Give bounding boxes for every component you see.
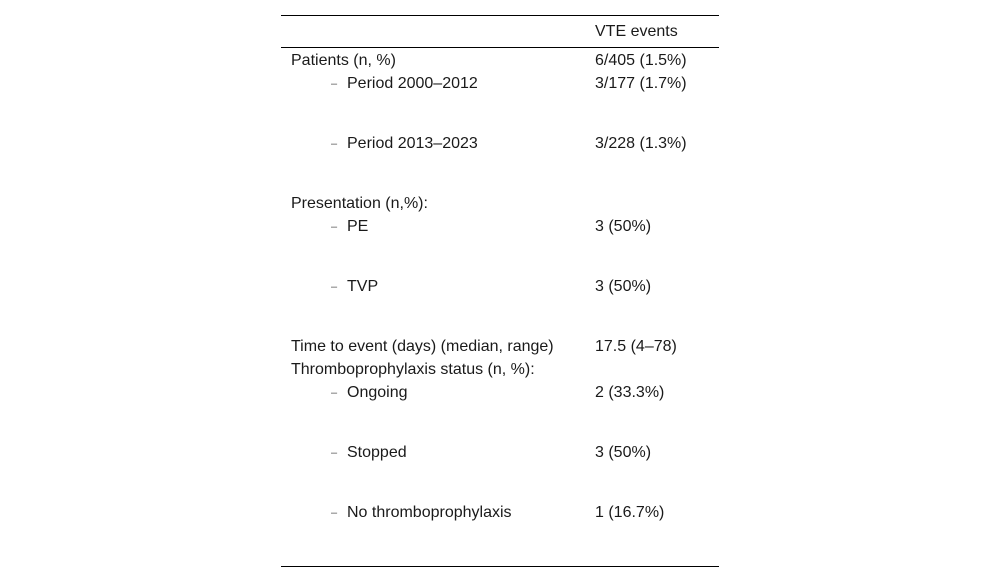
row-label-period2: Period 2013–2023 (347, 135, 478, 152)
bullet-dash-tvp: – (331, 281, 338, 293)
row-value-stopped: 3 (50%) (595, 444, 652, 461)
row-label-presentation: Presentation (n,%): (291, 195, 428, 212)
row-value-patients: 6/405 (1.5%) (595, 52, 687, 69)
bullet-dash-stopped: – (331, 447, 338, 459)
row-label-thromboprophylaxis: Thromboprophylaxis status (n, %): (291, 361, 535, 378)
row-value-ongoing: 2 (33.3%) (595, 384, 665, 401)
row-label-ongoing: Ongoing (347, 384, 408, 401)
row-value-tvp: 3 (50%) (595, 278, 652, 295)
row-label-no-thromboprophylaxis: No thromboprophylaxis (347, 504, 512, 521)
row-label-tvp: TVP (347, 278, 379, 295)
row-value-period1: 3/177 (1.7%) (595, 75, 687, 92)
row-value-time-to-event: 17.5 (4–78) (595, 338, 677, 355)
bullet-dash-pe: – (331, 221, 338, 233)
bullet-dash-ongoing: – (331, 387, 338, 399)
row-value-no-thromboprophylaxis: 1 (16.7%) (595, 504, 665, 521)
row-label-stopped: Stopped (347, 444, 407, 461)
table-top-rule (281, 15, 719, 16)
table-bottom-rule (281, 566, 719, 567)
bullet-dash-period2: – (331, 138, 338, 150)
row-label-pe: PE (347, 218, 369, 235)
row-value-pe: 3 (50%) (595, 218, 652, 235)
row-value-period2: 3/228 (1.3%) (595, 135, 687, 152)
header-vte-events: VTE events (595, 23, 678, 40)
bullet-dash-period1: – (331, 78, 338, 90)
row-label-patients: Patients (n, %) (291, 52, 396, 69)
bullet-dash-none: – (331, 507, 338, 519)
row-label-period1: Period 2000–2012 (347, 75, 478, 92)
table-header-rule (281, 47, 719, 48)
row-label-time-to-event: Time to event (days) (median, range) (291, 338, 554, 355)
